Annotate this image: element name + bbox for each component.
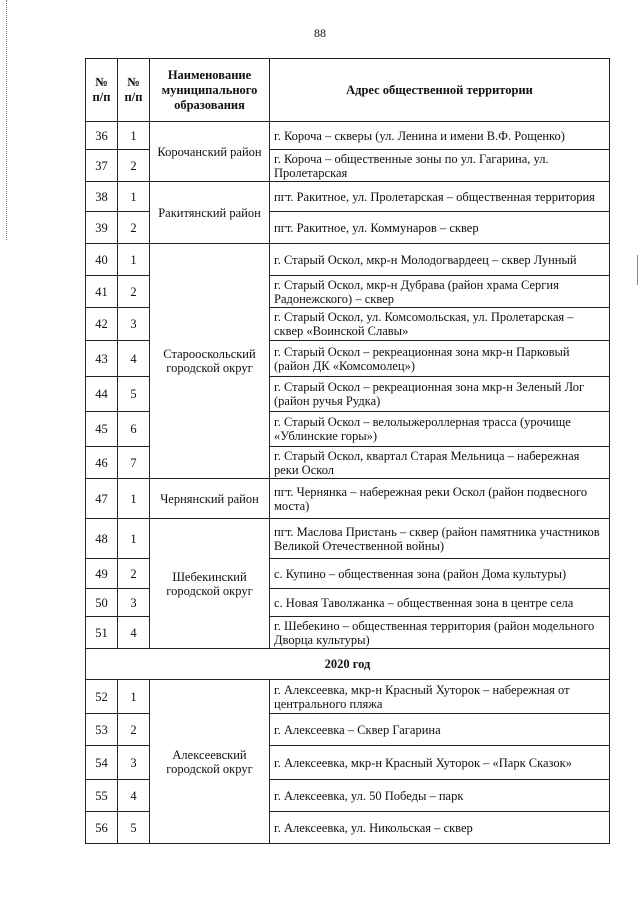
address-cell: г. Алексеевка, ул. Никольская – сквер bbox=[270, 812, 610, 844]
table-row bbox=[86, 519, 610, 559]
row-number: 38 bbox=[86, 182, 118, 212]
address-cell: с. Новая Таволжанка – общественная зона в центре села bbox=[270, 589, 610, 617]
table-header-row bbox=[86, 59, 610, 122]
row-local-number: 3 bbox=[118, 589, 150, 617]
address-cell: г. Старый Оскол – велолыжероллерная трасса (урочище «Ублинские горы») bbox=[270, 412, 610, 447]
row-local-number: 2 bbox=[118, 212, 150, 244]
row-local-number: 7 bbox=[118, 447, 150, 479]
table-row bbox=[86, 680, 610, 714]
address-cell: пгт. Ракитное, ул. Коммунаров – сквер bbox=[270, 212, 610, 244]
row-number: 46 bbox=[86, 447, 118, 479]
row-number: 37 bbox=[86, 150, 118, 182]
header-no-global: № п/п bbox=[86, 59, 118, 122]
row-local-number: 2 bbox=[118, 559, 150, 589]
row-local-number: 6 bbox=[118, 412, 150, 447]
year-divider-row bbox=[86, 649, 610, 680]
address-cell: с. Купино – общественная зона (район Дома культуры) bbox=[270, 559, 610, 589]
row-local-number: 1 bbox=[118, 122, 150, 150]
row-number: 40 bbox=[86, 244, 118, 276]
public-territories-table bbox=[85, 58, 610, 844]
row-number: 51 bbox=[86, 617, 118, 649]
address-cell: г. Шебекино – общественная территория (район модельного Дворца культуры) bbox=[270, 617, 610, 649]
address-cell: пгт. Ракитное, ул. Пролетарская – общественная территория bbox=[270, 182, 610, 212]
municipality-cell: Ракитянский район bbox=[150, 182, 270, 244]
municipality-cell: Корочанский район bbox=[150, 122, 270, 182]
municipality-cell: Шебекинский городской округ bbox=[150, 519, 270, 649]
row-local-number: 1 bbox=[118, 479, 150, 519]
table-row bbox=[86, 182, 610, 212]
header-municipality: Наименование муниципального образования bbox=[150, 59, 270, 122]
row-number: 55 bbox=[86, 780, 118, 812]
address-cell: пгт. Маслова Пристань – сквер (район памятника участников Великой Отечественной войны) bbox=[270, 519, 610, 559]
row-number: 49 bbox=[86, 559, 118, 589]
address-cell: г. Старый Оскол, мкр-н Дубрава (район храма Сергия Радонежского) – сквер bbox=[270, 276, 610, 308]
row-number: 54 bbox=[86, 746, 118, 780]
table-row bbox=[86, 479, 610, 519]
address-cell: г. Старый Оскол, квартал Старая Мельница – набережная реки Оскол bbox=[270, 447, 610, 479]
row-local-number: 4 bbox=[118, 780, 150, 812]
address-cell: г. Старый Оскол – рекреационная зона мкр-н Зеленый Лог (район ручья Рудка) bbox=[270, 377, 610, 412]
row-number: 50 bbox=[86, 589, 118, 617]
table-row bbox=[86, 244, 610, 276]
municipality-cell: Алексеевский городской округ bbox=[150, 680, 270, 844]
row-local-number: 1 bbox=[118, 519, 150, 559]
row-number: 52 bbox=[86, 680, 118, 714]
row-local-number: 2 bbox=[118, 150, 150, 182]
row-local-number: 1 bbox=[118, 680, 150, 714]
row-local-number: 1 bbox=[118, 244, 150, 276]
row-number: 48 bbox=[86, 519, 118, 559]
header-address: Адрес общественной территории bbox=[270, 59, 610, 122]
year-label: 2020 год bbox=[86, 649, 610, 680]
row-number: 44 bbox=[86, 377, 118, 412]
address-cell: пгт. Чернянка – набережная реки Оскол (район подвесного моста) bbox=[270, 479, 610, 519]
row-local-number: 3 bbox=[118, 746, 150, 780]
row-number: 42 bbox=[86, 308, 118, 341]
table-row bbox=[86, 122, 610, 150]
row-number: 56 bbox=[86, 812, 118, 844]
address-cell: г. Алексеевка, мкр-н Красный Хуторок – «Парк Сказок» bbox=[270, 746, 610, 780]
header-no-local: № п/п bbox=[118, 59, 150, 122]
row-local-number: 5 bbox=[118, 377, 150, 412]
municipality-cell: Чернянский район bbox=[150, 479, 270, 519]
scan-edge-mark-right bbox=[637, 255, 638, 285]
address-cell: г. Алексеевка, мкр-н Красный Хуторок – набережная от центрального пляжа bbox=[270, 680, 610, 714]
address-cell: г. Старый Оскол, ул. Комсомольская, ул. Пролетарская – сквер «Воинской Славы» bbox=[270, 308, 610, 341]
row-local-number: 2 bbox=[118, 714, 150, 746]
row-number: 43 bbox=[86, 341, 118, 377]
row-local-number: 3 bbox=[118, 308, 150, 341]
page-number: 88 bbox=[314, 26, 326, 40]
row-number: 45 bbox=[86, 412, 118, 447]
row-local-number: 2 bbox=[118, 276, 150, 308]
address-cell: г. Алексеевка – Сквер Гагарина bbox=[270, 714, 610, 746]
row-number: 41 bbox=[86, 276, 118, 308]
address-cell: г. Короча – скверы (ул. Ленина и имени В.Ф. Рощенко) bbox=[270, 122, 610, 150]
row-number: 36 bbox=[86, 122, 118, 150]
row-local-number: 1 bbox=[118, 182, 150, 212]
municipality-cell: Старооскольский городской округ bbox=[150, 244, 270, 479]
row-local-number: 5 bbox=[118, 812, 150, 844]
row-number: 53 bbox=[86, 714, 118, 746]
row-number: 47 bbox=[86, 479, 118, 519]
address-cell: г. Старый Оскол, мкр-н Молодогвардеец – сквер Лунный bbox=[270, 244, 610, 276]
address-cell: г. Короча – общественные зоны по ул. Гагарина, ул. Пролетарская bbox=[270, 150, 610, 182]
address-cell: г. Алексеевка, ул. 50 Победы – парк bbox=[270, 780, 610, 812]
row-number: 39 bbox=[86, 212, 118, 244]
address-cell: г. Старый Оскол – рекреационная зона мкр-н Парковый (район ДК «Комсомолец») bbox=[270, 341, 610, 377]
row-local-number: 4 bbox=[118, 341, 150, 377]
row-local-number: 4 bbox=[118, 617, 150, 649]
